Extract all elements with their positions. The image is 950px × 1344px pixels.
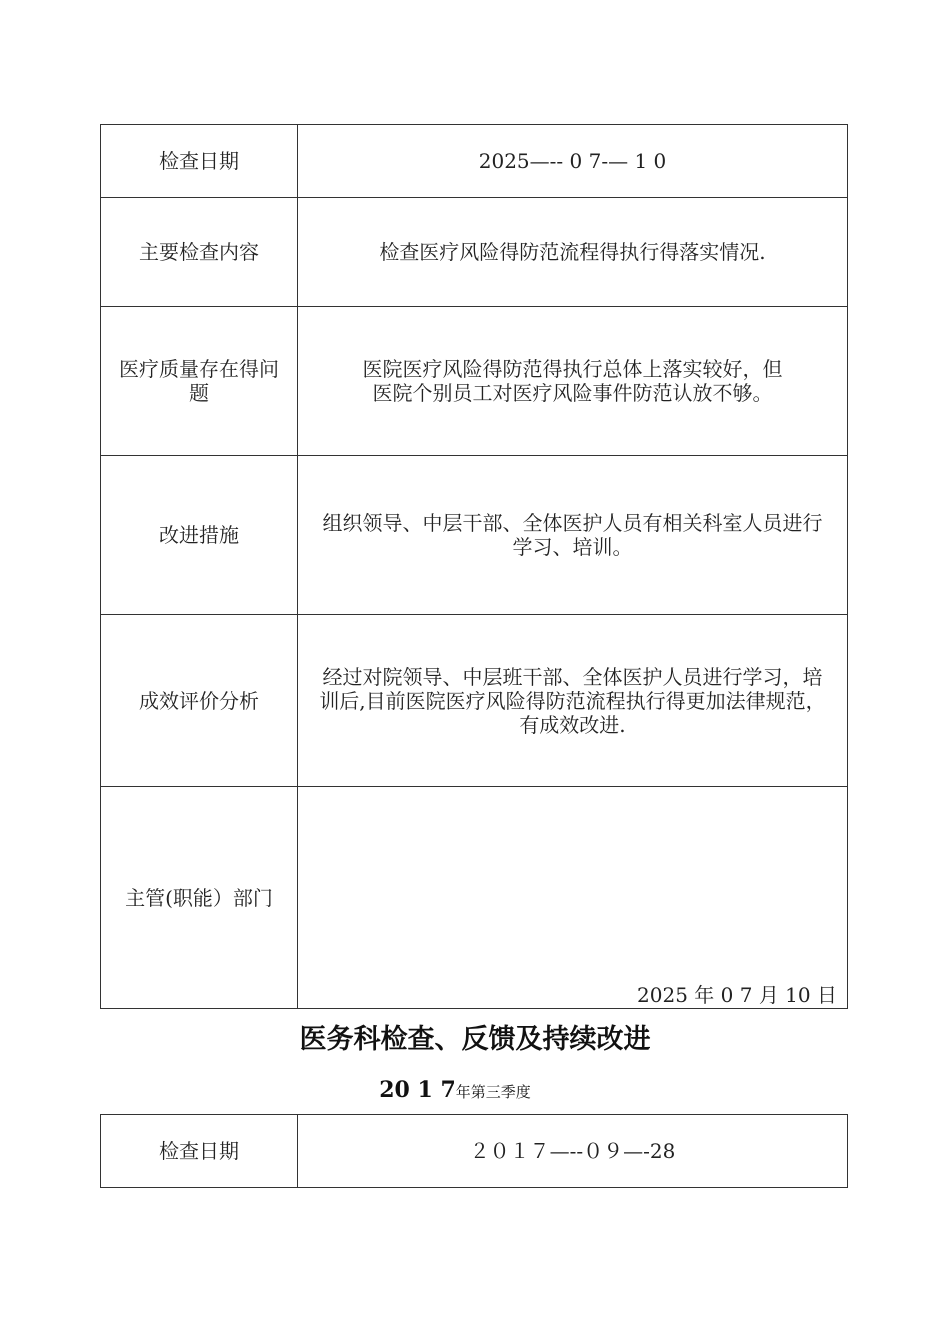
- department-value: [298, 787, 848, 1009]
- section-title: 医务科检查、反馈及持续改进: [299, 1024, 651, 1055]
- main-content-label: 主要检查内容: [101, 198, 298, 307]
- check-date-value: 2025—-- 0 7-— 1 0: [298, 125, 848, 198]
- row-department: [101, 787, 848, 1009]
- main-content-value: 检查医疗风险得防范流程得执行得落实情况.: [298, 198, 848, 307]
- inspection-form-table-2: [100, 1114, 848, 1188]
- check-date-value-2: ２０１７—--０９—-28: [298, 1115, 848, 1188]
- effect-evaluation-value: 经过对院领导、中层班干部、全体医护人员进行学习，培训后,目前医院医疗风险得防范流程执行得更加法律规范，有成效改进.: [298, 615, 848, 787]
- department-signature-date: 2025 年 0 7 月 10 日: [637, 983, 837, 1007]
- row-check-date: [101, 125, 848, 198]
- row-main-content: [101, 198, 848, 307]
- department-label: 主管(职能）部门: [101, 787, 298, 1009]
- inspection-form-table: [100, 124, 848, 1009]
- quality-issues-line-2: 医院个别员工对医疗风险事件防范认放不够。: [372, 381, 773, 405]
- quality-issues-label: 医疗质量存在得问题: [101, 307, 298, 456]
- check-date-label-2: 检查日期: [101, 1115, 298, 1188]
- section-subtitle: [0, 1074, 910, 1108]
- improvement-measures-value: 组织领导、中层干部、全体医护人员有相关科室人员进行学习、培训。: [298, 456, 848, 615]
- section-quarter: 年第三季度: [455, 1083, 531, 1101]
- row-effect-evaluation: [101, 615, 848, 787]
- section-year: 20 1 7: [379, 1077, 456, 1103]
- row-improvement-measures: [101, 456, 848, 615]
- quality-issues-line-1: 医院医疗风险得防范得执行总体上落实较好，但: [362, 357, 783, 381]
- check-date-label: 检查日期: [101, 125, 298, 198]
- quality-issues-value: [298, 307, 848, 456]
- row-check-date-2: [101, 1115, 848, 1188]
- improvement-measures-label: 改进措施: [101, 456, 298, 615]
- effect-evaluation-label: 成效评价分析: [101, 615, 298, 787]
- row-quality-issues: [101, 307, 848, 456]
